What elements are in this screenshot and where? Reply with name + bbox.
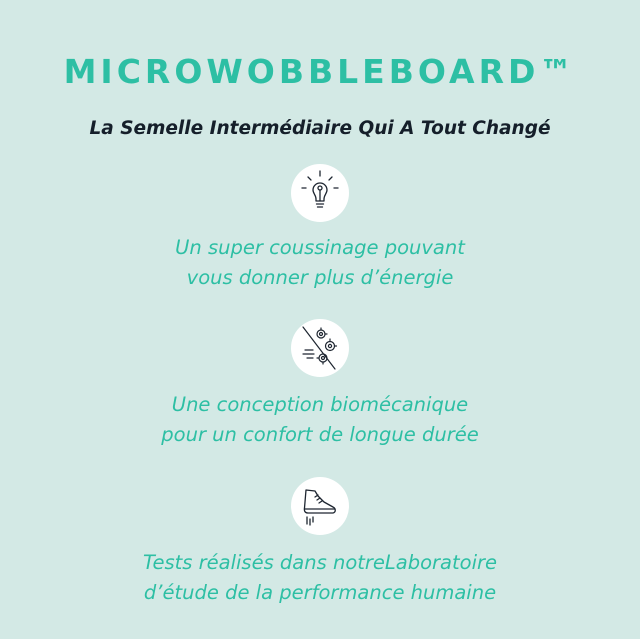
sneaker-icon xyxy=(291,477,349,535)
page-subtitle: La Semelle Intermédiaire Qui A Tout Changé xyxy=(89,118,551,139)
feature-line: pour un confort de longue durée xyxy=(161,423,479,446)
feature-text-energy xyxy=(0,233,640,293)
feature-text-comfort xyxy=(0,390,640,450)
feature-line: d’étude de la performance humaine xyxy=(143,581,497,604)
lightbulb-icon xyxy=(291,164,349,222)
feature-line: Tests réalisés dans notreLaboratoire xyxy=(142,551,498,574)
gears-icon xyxy=(291,319,349,377)
feature-line: vous donner plus d’énergie xyxy=(186,266,454,289)
feature-line: Une conception biomécanique xyxy=(171,393,469,416)
page-title: MICROWOBBLEBOARD™ xyxy=(63,52,577,91)
feature-line: Un super coussinage pouvant xyxy=(175,236,465,259)
feature-text-lab xyxy=(0,548,640,608)
